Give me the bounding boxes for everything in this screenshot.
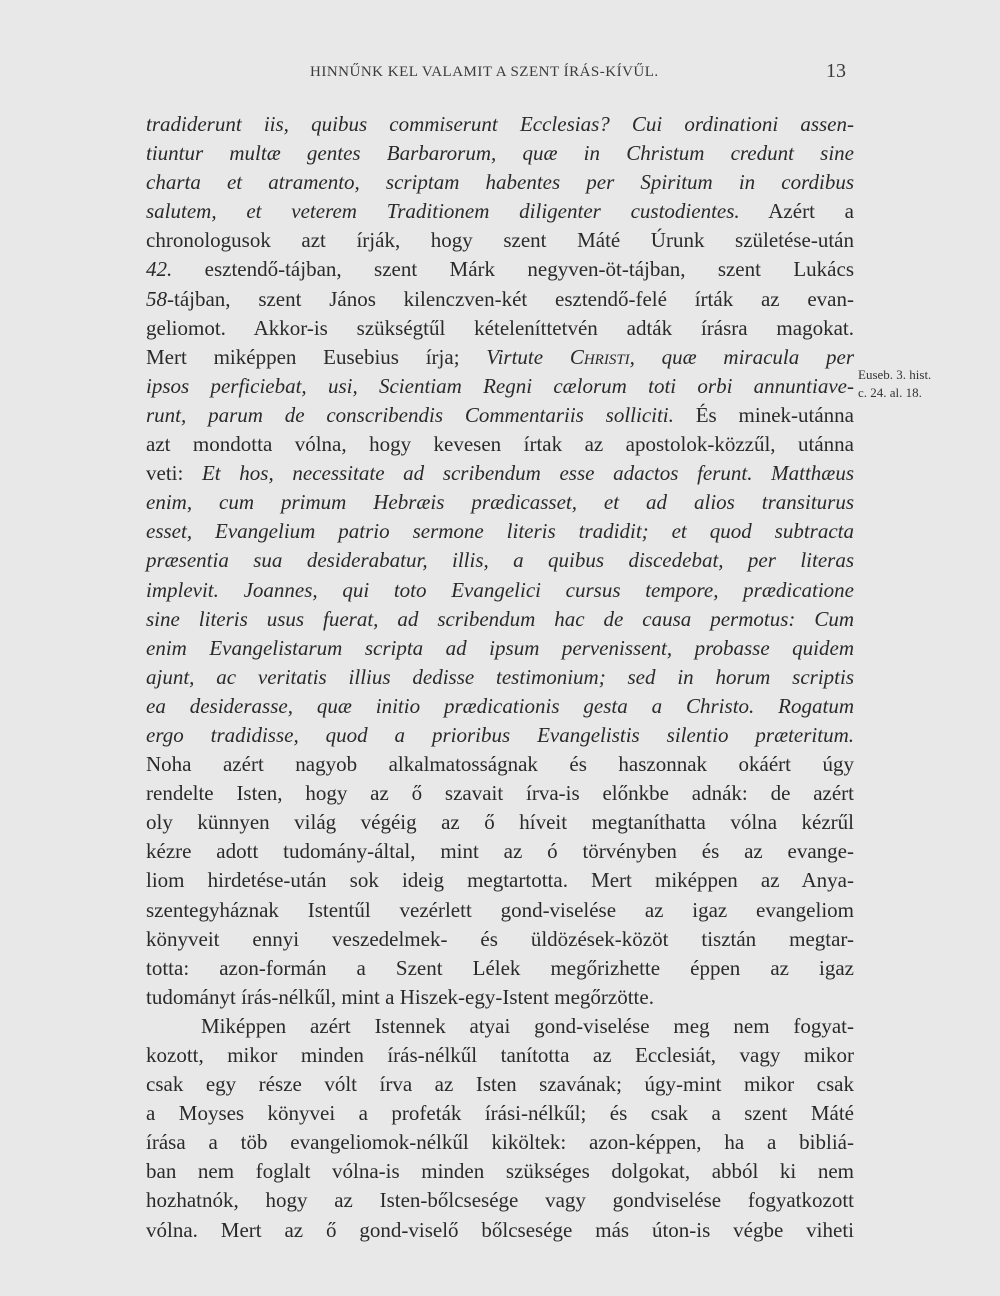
roman-text: könyveit ennyi veszedelmek- és üldözések-közöt tisztán megtar- [146,926,854,951]
text-line [146,605,854,634]
text-line [146,197,854,226]
roman-text: veti: [146,461,202,486]
italic-text: runt, parum de conscribendis Commentariis solliciti. [146,402,674,427]
roman-text: Noha azért nagyob alkalmatosságnak és haszonnak okáért úgy [146,752,854,777]
roman-text: rendelte Isten, hogy az ő szavait írva-is előnkbe adnák: de azért [146,781,854,806]
roman-text: chronologusok azt írják, hogy szent Máté Úrunk születése-után [146,228,854,253]
roman-text: liom hirdetése-után sok ideig megtartotta. Mert miképpen az Anya- [146,868,854,893]
roman-text: -tájban, szent János kilenczven-két esztendő-felé írták az evan- [167,286,854,311]
text-line [146,721,854,750]
italic-text: implevit. Joannes, qui toto Evangelici cursus tempore, prædicatione [146,577,854,602]
text-line [146,110,854,139]
roman-text: tudományt írás-nélkűl, mint a Hiszek-egy-Istent megőrzötte. [146,984,654,1009]
text-line [146,226,854,255]
italic-text: quæ miracula per [634,344,855,369]
text-line [146,285,854,314]
text-line [146,983,854,1012]
roman-text: a Moyses könyvei a profeták írási-nélkűl; és csak a szent Máté [146,1101,854,1126]
italic-text: tradiderunt iis, quibus commiserunt Ecclesias? Cui ordinationi assen- [146,112,854,136]
italic-text: enim Evangelistarum scripta ad ipsum pervenissent, probasse quidem [146,635,854,660]
page-number: 13 [826,60,846,82]
text-line [146,1157,854,1186]
italic-text: Christi, [569,344,635,369]
text-line [146,954,854,983]
text-line [146,866,854,895]
text-line [146,808,854,837]
roman-text: ban nem foglalt vólna-is minden szükséges dolgokat, abból ki nem [146,1159,854,1184]
text-line [146,139,854,168]
italic-text: sine literis usus fuerat, ad scribendum hac de causa permotus: Cum [146,606,854,631]
text-line [146,255,854,284]
text-line [146,779,854,808]
roman-text: geliomot. Akkor-is szükségtűl kételeníttetvén adták írásra magokat. [146,315,854,340]
italic-text: ea desiderasse, quæ initio prædicationis gesta a Christo. Rogatum [146,693,854,718]
running-head: HINNŰNK KEL VALAMIT A SZENT ÍRÁS-KÍVŰL. [310,64,659,80]
roman-text: kozott, mikor minden írás-nélkűl tanította az Ecclesiát, vagy mikor [146,1043,854,1067]
roman-text: Miképpen azért Istennek atyai gond-viselése meg nem fogyat- [201,1013,854,1038]
text-line [146,168,854,197]
roman-text: Mert miképpen Eusebius írja; [146,344,487,369]
text-line [146,1041,854,1070]
italic-text: ergo tradidisse, quod a prioribus Evangelistis silentio præteritum. [146,722,854,747]
roman-text: esztendő-tájban, szent Márk negyven-öt-tájban, szent Lukács [172,257,854,282]
text-line [146,634,854,663]
italic-text: Et hos, necessitate ad scribendum esse adactos ferunt. Matthæus [201,461,854,486]
roman-text: És minek-utánna [673,402,854,427]
text-line [146,517,854,546]
text-line [146,488,854,517]
text-line [146,750,854,779]
italic-text: ipsos perficiebat, usi, Scientiam Regni cælorum toti orbi annuntiave- [146,373,854,398]
italic-text: 58 [146,286,167,311]
roman-text: kézre adott tudomány-által, mint az ó törvényben és az evange- [146,839,854,864]
text-line [146,663,854,692]
text-line [146,372,854,401]
roman-text: hozhatnók, hogy az Isten-bőlcsesége vagy gondviselése fogyatkozott [146,1188,854,1213]
text-line [146,314,854,343]
italic-text: 42. [146,257,173,282]
text-line [146,1216,854,1245]
margin-note-line-1: Euseb. 3. hist. [858,367,932,382]
body-text [146,110,854,1245]
roman-text: vólna. Mert az ő gond-viselő bőlcsesége más úton-is végbe viheti [146,1217,854,1242]
text-line [146,343,854,372]
italic-text: tiuntur multæ gentes Barbarorum, quæ in Christum credunt sine [146,141,854,166]
italic-text: salutem, et veterem Traditionem diligenter custodientes. [146,199,740,224]
italic-text: charta et atramento, scriptam habentes per Spiritum in cordibus [146,170,854,195]
text-line [146,459,854,488]
italic-text: enim, cum primum Hebræis prædicasset, et ad alios transiturus [146,490,854,515]
text-line [146,1012,854,1041]
text-line [146,576,854,605]
roman-text: azt mondotta vólna, hogy kevesen írtak az apostolok-közzűl, utánna [146,432,854,457]
roman-text: csak egy része vólt írva az Isten szavának; úgy-mint mikor csak [146,1072,854,1097]
text-line [146,1128,854,1157]
italic-text: Virtute [486,344,570,369]
roman-text: totta: azon-formán a Szent Lélek megőrizhette éppen az igaz [146,955,854,980]
margin-note-line-2: c. 24. al. 18. [858,385,922,400]
text-line [146,1186,854,1215]
text-line [146,692,854,721]
text-line [146,1070,854,1099]
text-line [146,401,854,430]
text-line [146,430,854,459]
italic-text: præsentia sua desiderabatur, illis, a quibus discedebat, per literas [146,548,854,573]
roman-text: oly künnyen világ végéig az ő híveit megtaníthatta vólna kézrűl [146,810,854,835]
text-line [146,837,854,866]
text-line [146,925,854,954]
roman-text: szentegyháznak Istentűl vezérlett gond-viselése az igaz evangeliom [146,897,854,922]
roman-text: írása a töb evangeliomok-nélkűl kiköltek: azon-képpen, ha a bibliá- [146,1130,854,1155]
text-line [146,896,854,925]
italic-text: ajunt, ac veritatis illius dedisse testimonium; sed in horum scriptis [146,664,854,689]
text-line [146,1099,854,1128]
roman-text: Azért a [739,199,854,224]
text-line [146,546,854,575]
italic-text: esset, Evangelium patrio sermone literis tradidit; et quod subtracta [146,519,854,544]
